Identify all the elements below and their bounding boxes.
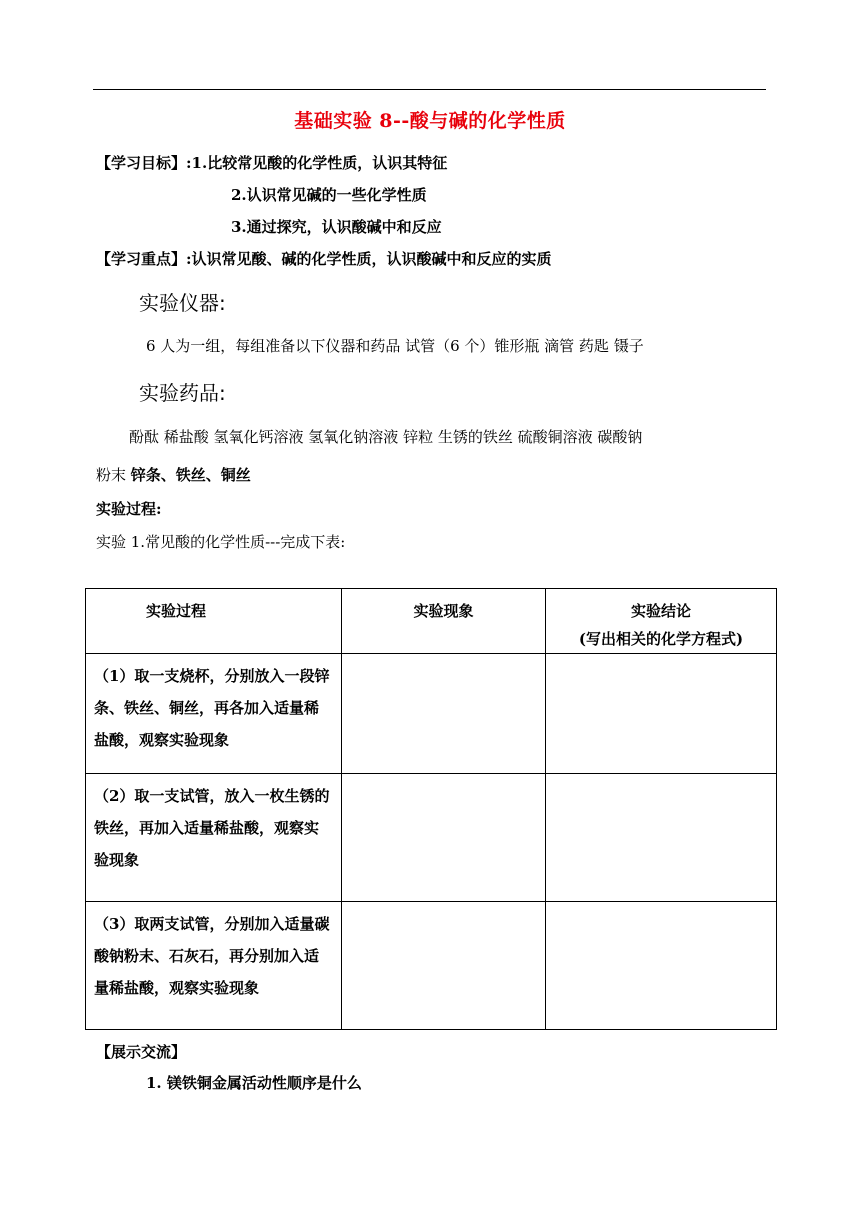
key-points-text: 认识常见酸、碱的化学性质，认识酸碱中和反应的实质 [191,250,552,268]
header-phenomenon: 实验现象 [342,589,546,654]
page-title: 基础实验 8--酸与碱的化学性质 [294,110,566,132]
row-3-phenomenon-cell[interactable] [342,902,546,1030]
row-2-phenomenon-cell[interactable] [342,774,546,902]
table-row [86,902,777,1030]
header-conclusion-note: (写出相关的化学方程式) [578,630,744,648]
header-conclusion [546,589,777,654]
row-3-conclusion-cell[interactable] [546,902,777,1030]
reagents-line-1: 酚酞 稀盐酸 氢氧化钙溶液 氢氧化钠溶液 锌粒 生锈的铁丝 硫酸铜溶液 碳酸钠 [129,428,643,446]
objectives-block [96,152,447,173]
instruments-heading: 实验仪器: [139,291,226,315]
reagents-line-2 [96,464,251,485]
table-row [86,774,777,902]
row-2-conclusion-cell[interactable] [546,774,777,902]
row-3-process: （3）取两支试管，分别加入适量碳酸钠粉末、石灰石，再分别加入适量稀盐酸，观察实验现象 [86,902,342,1030]
objective-item-3: 3.通过探究，认识酸碱中和反应 [231,218,442,236]
instruments-text: 6 人为一组，每组准备以下仪器和药品 试管（6 个）锥形瓶 滴管 药匙 镊子 [146,337,644,355]
row-2-process: （2）取一支试管，放入一枚生锈的铁丝，再加入适量稀盐酸，观察实验现象 [86,774,342,902]
key-points-block [96,248,552,269]
experiment1-intro: 实验 1.常见酸的化学性质---完成下表: [96,533,346,551]
header-process: 实验过程 [86,589,342,654]
process-heading: 实验过程: [96,500,162,518]
exchange-heading: 【展示交流】 [96,1043,187,1061]
reagents-line-2-plain: 粉末 [96,466,131,484]
objectives-label: 【学习目标】: [96,154,192,172]
objective-item-2: 2.认识常见碱的一些化学性质 [231,186,427,204]
reagents-heading: 实验药品: [139,381,226,405]
table-header-row [86,589,777,654]
row-1-phenomenon-cell[interactable] [342,654,546,774]
exchange-question-1: 1. 镁铁铜金属活动性顺序是什么 [146,1074,362,1092]
key-points-label: 【学习重点】: [96,250,192,268]
row-1-process: （1）取一支烧杯，分别放入一段锌条、铁丝、铜丝，再各加入适量稀盐酸，观察实验现象 [86,654,342,774]
table-row [86,654,777,774]
objective-item-1: 1.比较常见酸的化学性质，认识其特征 [191,154,448,172]
row-1-conclusion-cell[interactable] [546,654,777,774]
header-rule [93,89,766,90]
reagents-line-2-bold: 锌条、铁丝、铜丝 [130,466,251,484]
experiment-table [85,588,777,1030]
header-conclusion-title: 实验结论 [630,602,691,620]
